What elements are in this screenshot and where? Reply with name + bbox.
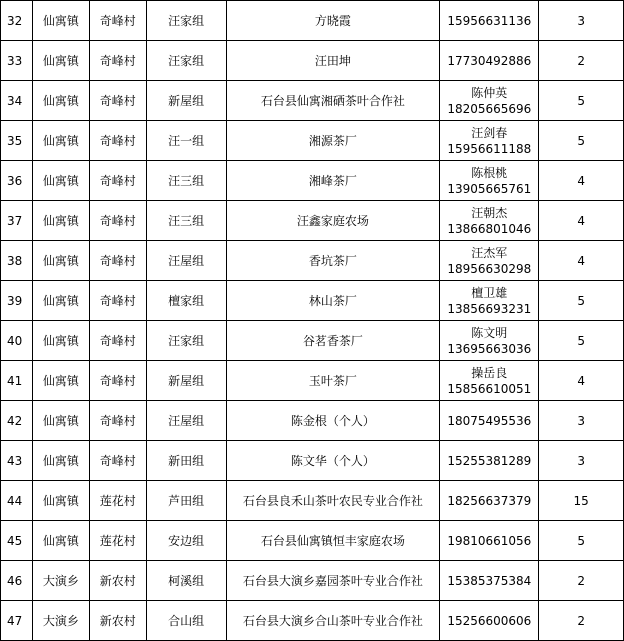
village-cell: 奇峰村 [89,81,146,121]
count-cell: 3 [539,401,624,441]
contact-phone: 15385375384 [447,573,532,588]
table-row [1,41,624,81]
row-number-cell: 45 [1,521,33,561]
town-cell: 仙寓镇 [32,441,89,481]
contact-name: 汪剑春 [471,125,508,140]
contact-phone: 13695663036 [447,341,532,356]
contact-name: 陈文明 [471,325,508,340]
entity-cell: 石台县仙寓湘硒茶叶合作社 [226,81,440,121]
count-cell: 3 [539,441,624,481]
contact-cell [440,1,539,41]
contact-cell [440,161,539,201]
entity-cell: 湘峰茶厂 [226,161,440,201]
row-number-cell: 38 [1,241,33,281]
contact-cell [440,241,539,281]
contact-name: 汪杰军 [471,245,508,260]
table-row [1,241,624,281]
row-number-cell: 34 [1,81,33,121]
contact-phone: 15956631136 [447,13,532,28]
count-cell: 5 [539,321,624,361]
row-number-cell: 42 [1,401,33,441]
contact-phone: 15256600606 [447,613,532,628]
row-number-cell: 35 [1,121,33,161]
group-cell: 汪三组 [146,161,226,201]
town-cell: 仙寓镇 [32,1,89,41]
row-number-cell: 43 [1,441,33,481]
group-cell: 新屋组 [146,81,226,121]
entity-cell: 汪鑫家庭农场 [226,201,440,241]
table-row [1,1,624,41]
count-cell: 4 [539,161,624,201]
town-cell: 仙寓镇 [32,241,89,281]
village-cell: 奇峰村 [89,161,146,201]
table-row [1,281,624,321]
town-cell: 大演乡 [32,601,89,641]
village-cell: 莲花村 [89,481,146,521]
contact-phone: 13866801046 [447,221,532,236]
group-cell: 汪屋组 [146,241,226,281]
count-cell: 2 [539,561,624,601]
contact-phone: 15856610051 [447,381,532,396]
group-cell: 汪家组 [146,321,226,361]
row-number-cell: 44 [1,481,33,521]
village-cell: 奇峰村 [89,41,146,81]
contact-cell [440,321,539,361]
group-cell: 合山组 [146,601,226,641]
village-cell: 奇峰村 [89,361,146,401]
town-cell: 仙寓镇 [32,41,89,81]
contact-phone: 18256637379 [447,493,532,508]
count-cell: 5 [539,521,624,561]
contact-cell [440,361,539,401]
group-cell: 汪三组 [146,201,226,241]
town-cell: 仙寓镇 [32,361,89,401]
group-cell: 柯溪组 [146,561,226,601]
contact-name: 陈根桃 [471,165,508,180]
count-cell: 4 [539,201,624,241]
table-row [1,521,624,561]
contact-phone: 18205665696 [447,101,532,116]
contact-cell [440,201,539,241]
entity-cell: 石台县大演乡嘉园茶叶专业合作社 [226,561,440,601]
contact-cell [440,441,539,481]
entity-cell: 湘源茶厂 [226,121,440,161]
row-number-cell: 36 [1,161,33,201]
group-cell: 新田组 [146,441,226,481]
table-row [1,441,624,481]
table-row [1,161,624,201]
village-cell: 奇峰村 [89,121,146,161]
table-row [1,81,624,121]
group-cell: 芦田组 [146,481,226,521]
contact-name: 檀卫雄 [471,285,508,300]
group-cell: 汪家组 [146,41,226,81]
count-cell: 4 [539,361,624,401]
contact-cell [440,41,539,81]
contact-cell [440,481,539,521]
contact-phone: 15255381289 [447,453,532,468]
contact-phone: 13905665761 [447,181,532,196]
table-row [1,121,624,161]
row-number-cell: 37 [1,201,33,241]
contact-phone: 19810661056 [447,533,532,548]
town-cell: 仙寓镇 [32,201,89,241]
contact-name: 操岳良 [471,365,508,380]
group-cell: 汪一组 [146,121,226,161]
row-number-cell: 46 [1,561,33,601]
count-cell: 5 [539,81,624,121]
village-cell: 新农村 [89,561,146,601]
village-cell: 新农村 [89,601,146,641]
contact-phone: 18956630298 [447,261,532,276]
entity-cell: 林山茶厂 [226,281,440,321]
town-cell: 仙寓镇 [32,521,89,561]
count-cell: 2 [539,601,624,641]
group-cell: 安边组 [146,521,226,561]
entity-cell: 陈文华（个人） [226,441,440,481]
village-cell: 奇峰村 [89,241,146,281]
row-number-cell: 41 [1,361,33,401]
row-number-cell: 32 [1,1,33,41]
village-cell: 奇峰村 [89,281,146,321]
village-cell: 奇峰村 [89,401,146,441]
entity-cell: 汪田坤 [226,41,440,81]
row-number-cell: 33 [1,41,33,81]
count-cell: 2 [539,41,624,81]
entity-cell: 方晓霞 [226,1,440,41]
count-cell: 5 [539,121,624,161]
village-cell: 奇峰村 [89,321,146,361]
count-cell: 4 [539,241,624,281]
entity-cell: 陈金根（个人） [226,401,440,441]
village-cell: 奇峰村 [89,1,146,41]
table-row [1,201,624,241]
town-cell: 仙寓镇 [32,121,89,161]
contact-name: 汪朝杰 [471,205,508,220]
town-cell: 仙寓镇 [32,81,89,121]
contact-cell [440,81,539,121]
contact-phone: 17730492886 [447,53,532,68]
row-number-cell: 39 [1,281,33,321]
contact-phone: 18075495536 [447,413,532,428]
entity-cell: 谷茗香茶厂 [226,321,440,361]
contact-cell [440,401,539,441]
group-cell: 檀家组 [146,281,226,321]
table-row [1,321,624,361]
village-cell: 奇峰村 [89,441,146,481]
entity-cell: 石台县仙寓镇恒丰家庭农场 [226,521,440,561]
group-cell: 汪屋组 [146,401,226,441]
table-body [1,1,624,641]
row-number-cell: 40 [1,321,33,361]
town-cell: 大演乡 [32,561,89,601]
town-cell: 仙寓镇 [32,481,89,521]
row-number-cell: 47 [1,601,33,641]
table-row [1,601,624,641]
contact-name: 陈仲英 [471,85,508,100]
entity-cell: 石台县良禾山茶叶农民专业合作社 [226,481,440,521]
table-row [1,361,624,401]
town-cell: 仙寓镇 [32,161,89,201]
count-cell: 3 [539,1,624,41]
group-cell: 新屋组 [146,361,226,401]
contact-cell [440,561,539,601]
contact-phone: 15956611188 [447,141,532,156]
entity-cell: 玉叶茶厂 [226,361,440,401]
contact-phone: 13856693231 [447,301,532,316]
table-row [1,401,624,441]
entity-cell: 香坑茶厂 [226,241,440,281]
town-cell: 仙寓镇 [32,401,89,441]
group-cell: 汪家组 [146,1,226,41]
table-row [1,561,624,601]
contact-cell [440,281,539,321]
count-cell: 15 [539,481,624,521]
entity-cell: 石台县大演乡合山茶叶专业合作社 [226,601,440,641]
contact-cell [440,121,539,161]
contact-cell [440,521,539,561]
contact-cell [440,601,539,641]
town-cell: 仙寓镇 [32,281,89,321]
village-cell: 奇峰村 [89,201,146,241]
town-cell: 仙寓镇 [32,321,89,361]
village-cell: 莲花村 [89,521,146,561]
count-cell: 5 [539,281,624,321]
table-row [1,481,624,521]
